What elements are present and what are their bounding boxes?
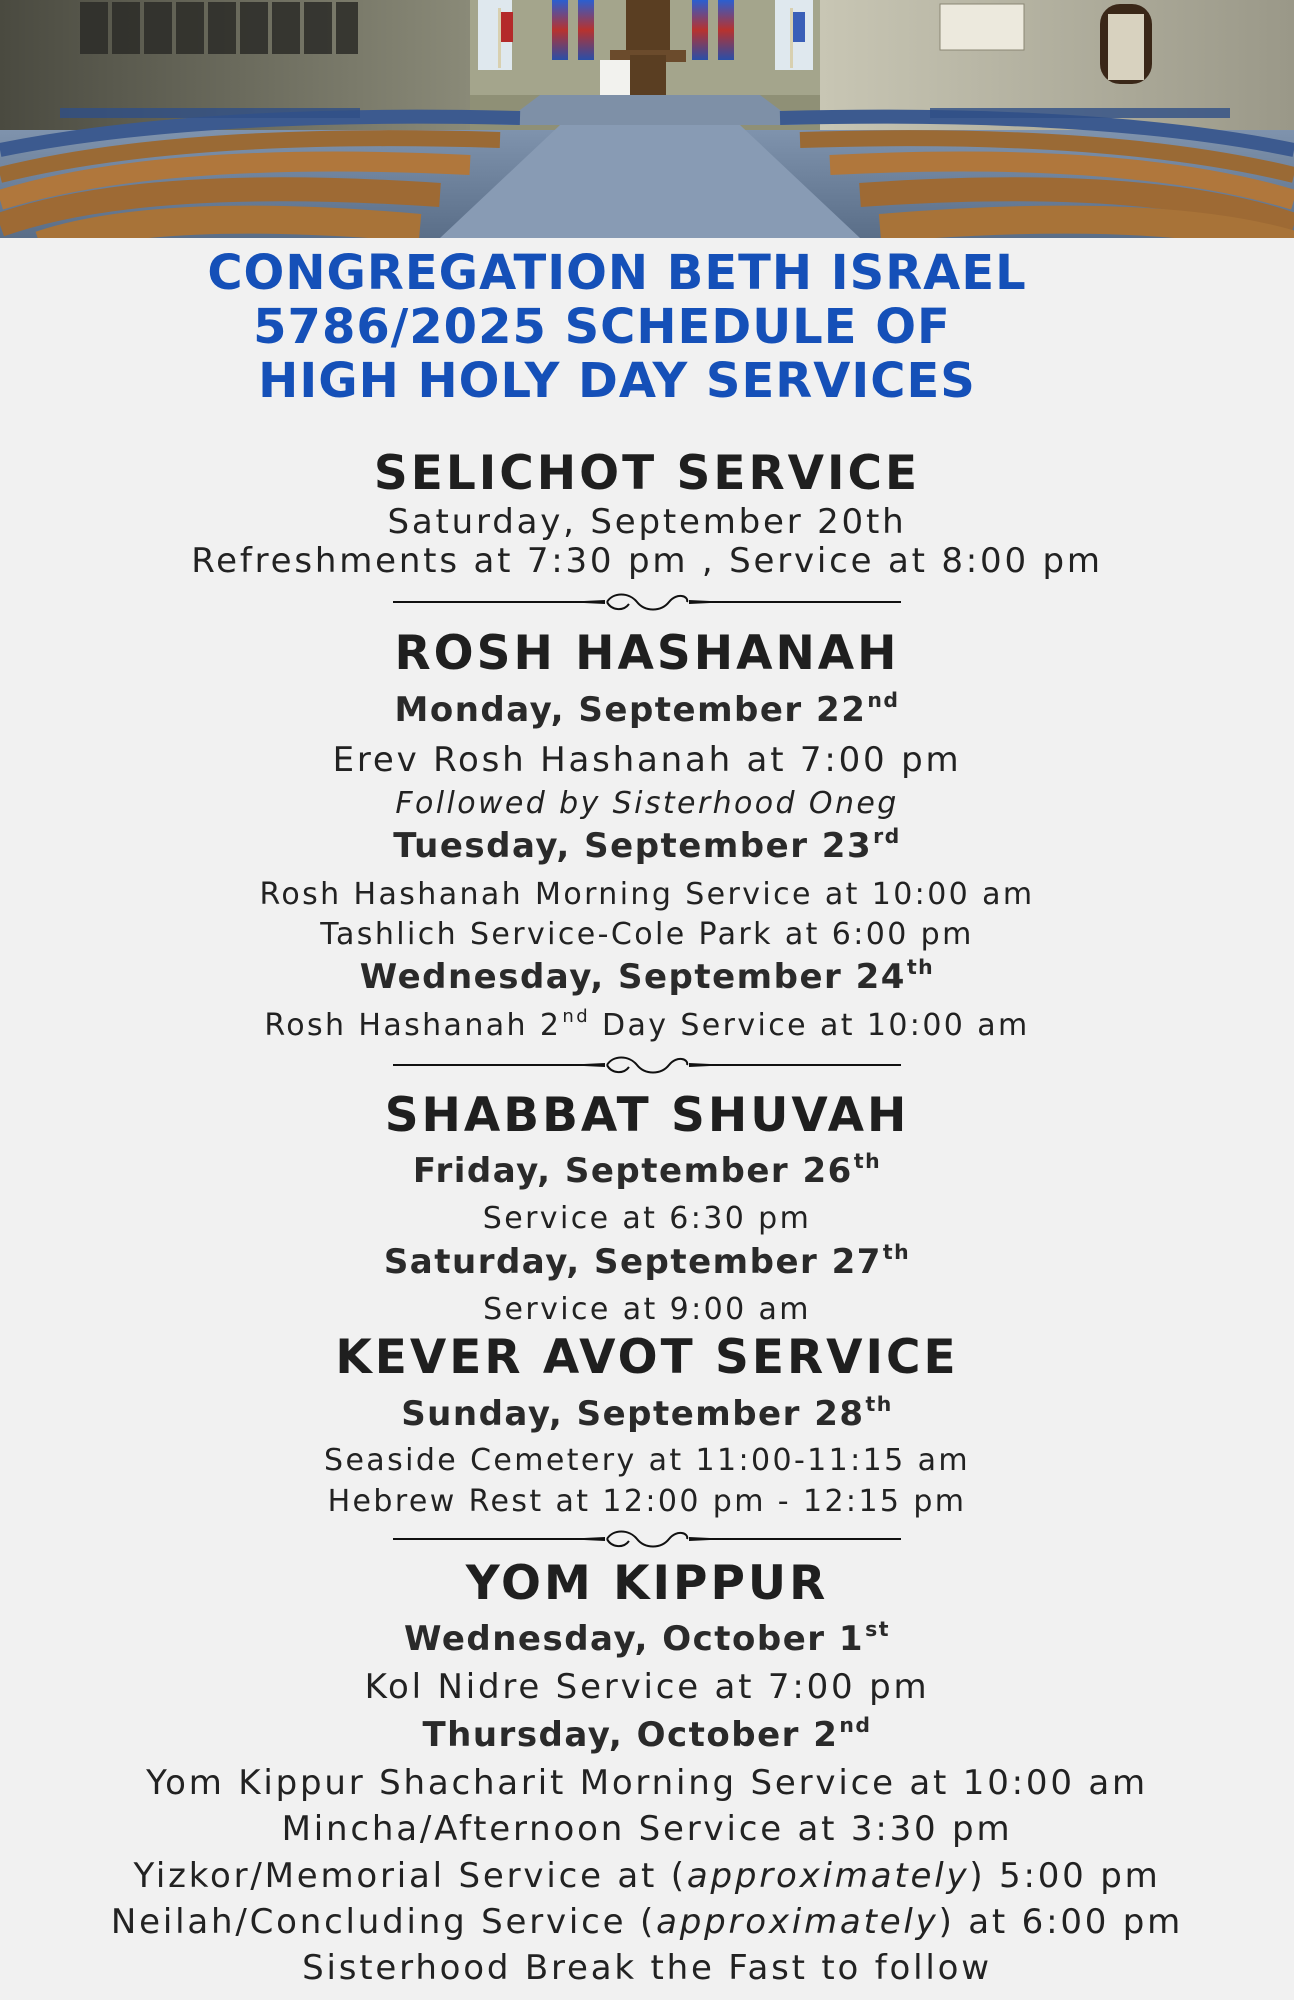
selichot-date: Saturday, September 20th	[387, 502, 907, 542]
title-line-1: CONGREGATION BETH ISRAEL	[207, 245, 1027, 301]
erev-rosh-hashanah: Erev Rosh Hashanah at 7:00 pm	[332, 740, 962, 780]
break-the-fast: Sisterhood Break the Fast to follow	[302, 1948, 992, 1988]
yom-kippur-day1: Wednesday, October 1st	[404, 1616, 890, 1659]
selichot-times: Refreshments at 7:30 pm , Service at 8:00 pm	[191, 541, 1103, 581]
divider-ornament	[393, 590, 901, 614]
page-title	[0, 246, 1294, 408]
kever-avot-heading: KEVER AVOT SERVICE	[335, 1330, 959, 1385]
sisterhood-oneg: Followed by Sisterhood Oneg	[395, 786, 899, 821]
kol-nidre-service: Kol Nidre Service at 7:00 pm	[364, 1667, 930, 1707]
rosh-hashanah-day1: Monday, September 22nd	[394, 687, 900, 730]
shabbat-shuvah-day1: Friday, September 26th	[412, 1148, 882, 1191]
shabbat-shuvah-heading: SHABBAT SHUVAH	[384, 1088, 910, 1143]
tashlich-service: Tashlich Service-Cole Park at 6:00 pm	[320, 917, 974, 952]
shabbat-shuvah-service1: Service at 6:30 pm	[482, 1201, 812, 1236]
rosh-hashanah-morning: Rosh Hashanah Morning Service at 10:00 am	[259, 877, 1035, 912]
divider-ornament	[393, 1527, 901, 1551]
shabbat-shuvah-service2: Service at 9:00 am	[483, 1292, 811, 1327]
neilah-service: Neilah/Concluding Service (approximately) at 6:00 pm	[110, 1902, 1184, 1942]
rosh-hashanah-second-day: Rosh Hashanah 2nd Day Service at 10:00 am	[264, 1006, 1030, 1043]
shabbat-shuvah-day2: Saturday, September 27th	[383, 1239, 911, 1282]
rosh-hashanah-day2: Tuesday, September 23rd	[393, 823, 901, 866]
yizkor-service: Yizkor/Memorial Service at (approximately) 5:00 pm	[133, 1856, 1161, 1896]
hebrew-rest: Hebrew Rest at 12:00 pm - 12:15 pm	[327, 1484, 967, 1519]
yom-kippur-day2: Thursday, October 2nd	[422, 1712, 872, 1755]
sanctuary-banner-image	[0, 0, 1294, 238]
seaside-cemetery: Seaside Cemetery at 11:00-11:15 am	[324, 1443, 970, 1478]
selichot-heading: SELICHOT SERVICE	[373, 446, 921, 501]
title-line-3: HIGH HOLY DAY SERVICES	[258, 353, 976, 409]
kever-avot-day: Sunday, September 28th	[401, 1391, 893, 1434]
title-line-2: 5786/2025 SCHEDULE OF	[253, 299, 951, 355]
shacharit-service: Yom Kippur Shacharit Morning Service at 10:00 am	[146, 1763, 1148, 1803]
mincha-service: Mincha/Afternoon Service at 3:30 pm	[281, 1809, 1013, 1849]
rosh-hashanah-day3: Wednesday, September 24th	[359, 954, 935, 997]
rosh-hashanah-heading: ROSH HASHANAH	[394, 626, 900, 681]
divider-ornament	[393, 1053, 901, 1077]
yom-kippur-heading: YOM KIPPUR	[465, 1556, 829, 1611]
